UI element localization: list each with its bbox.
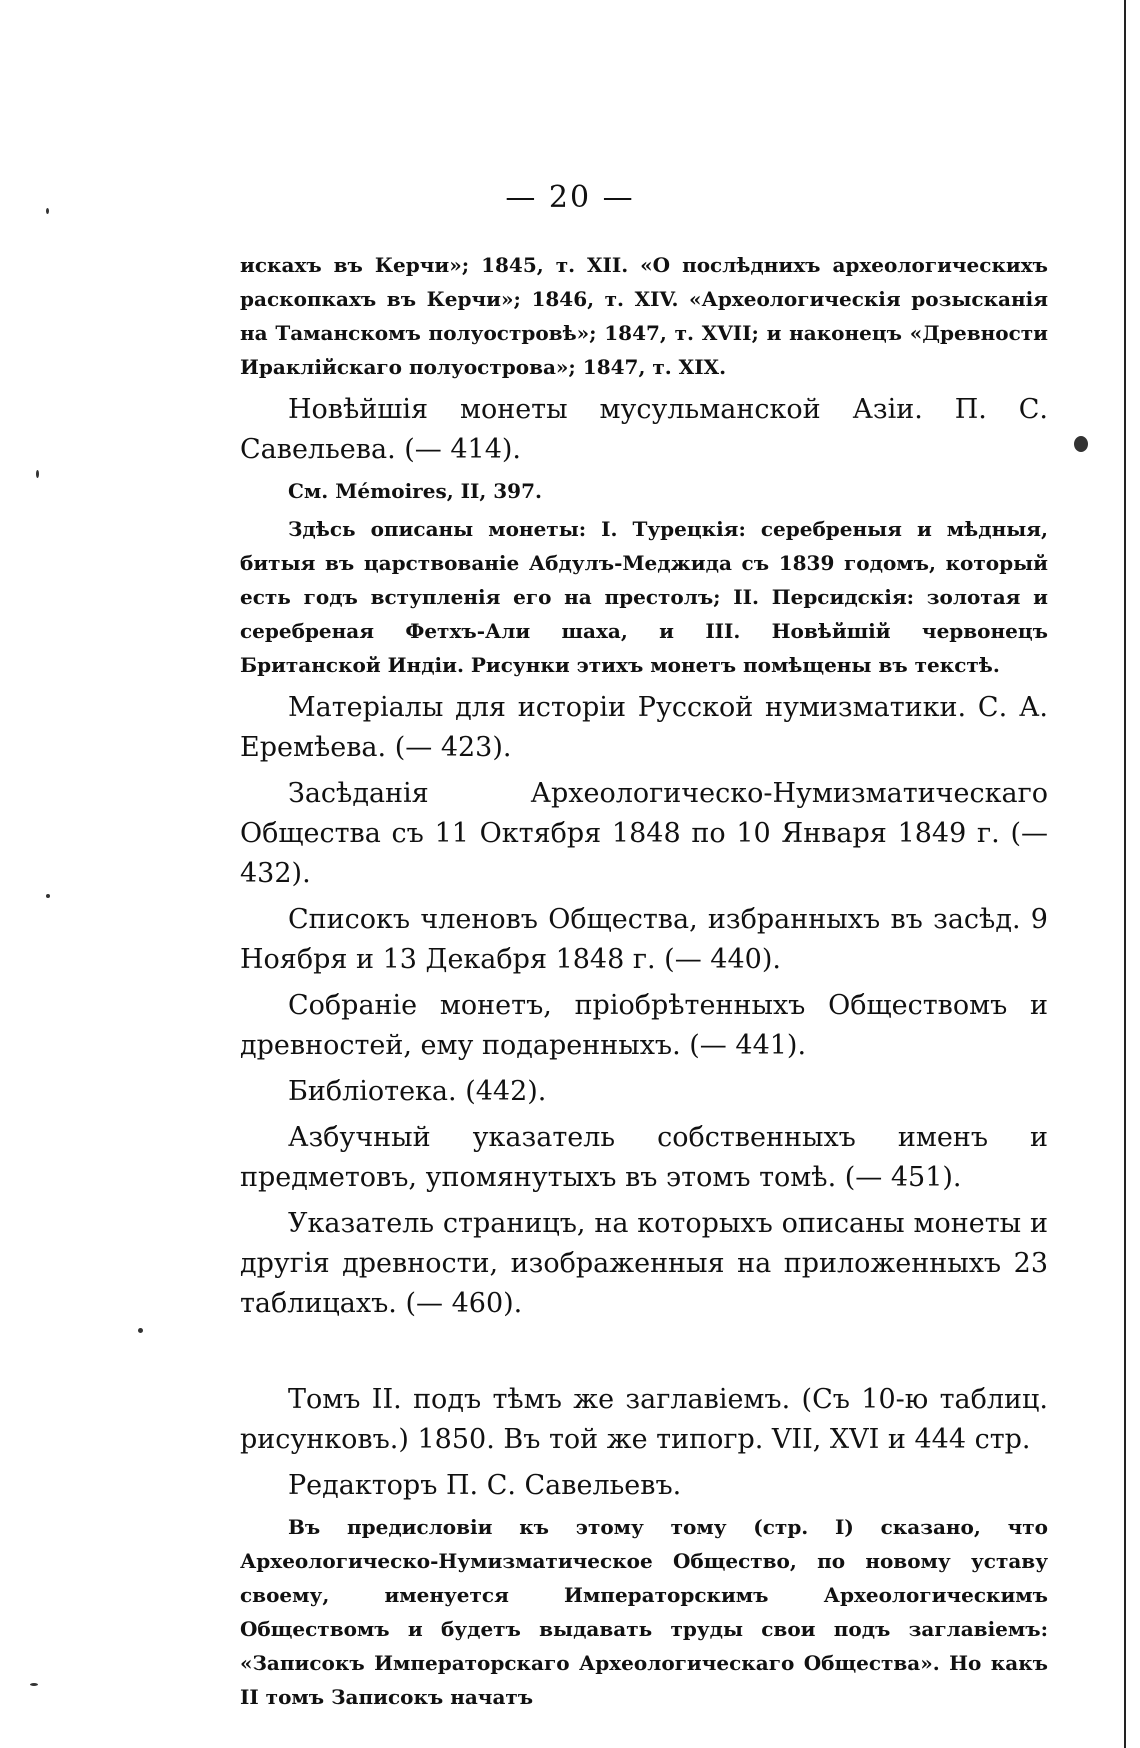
bibliography-entry: Матеріалы для исторіи Русской нумизматики. С. А. Еремѣева. (— 423).	[240, 692, 1048, 763]
annotation-text: См. Mémoires, II, 397.	[288, 479, 542, 503]
section-spacer	[240, 1324, 1048, 1374]
bibliography-entry: Томъ II. подъ тѣмъ же заглавіемъ. (Съ 10-ю таблиц. рисунковъ.) 1850. Въ той же типогр. VII, XVI и 444 стр.	[240, 1384, 1048, 1455]
bibliography-entry: Собраніе монетъ, пріобрѣтенныхъ Обществомъ и древностей, ему подаренныхъ. (— 441).	[240, 990, 1048, 1061]
bibliography-entry: Редакторъ П. С. Савельевъ.	[288, 1470, 682, 1501]
ink-dot	[1074, 436, 1088, 452]
ink-speck	[138, 1328, 143, 1333]
bibliography-entry: Библіотека. (442).	[288, 1076, 547, 1107]
ink-speck	[36, 470, 39, 478]
ink-speck	[46, 894, 50, 898]
bibliography-entry: Засѣданія Археологическо-Нумизматическаго Общества съ 11 Октября 1848 по 10 Января 1849 г. (— 432).	[240, 778, 1048, 889]
page-body	[240, 248, 1048, 1714]
bibliography-entry: Указатель страницъ, на которыхъ описаны монеты и другія древности, изображенныя на приложенныхъ 23 таблицахъ. (— 460).	[240, 1208, 1048, 1319]
bibliography-entry: Новѣйшія монеты мусульманской Азіи. П. С. Савельева. (— 414).	[240, 394, 1048, 465]
annotation-text: искахъ въ Керчи»; 1845, т. XII. «О послѣднихъ археологическихъ раскопкахъ въ Керчи»; 1846, т. XIV. «Археологическія розысканія на Таманскомъ полуостровѣ»; 1847, т. XVII; и наконецъ «Древности Ираклійскаго полуострова»; 1847, т. XIX.	[240, 253, 1048, 379]
bibliography-entry: Списокъ членовъ Общества, избранныхъ въ засѣд. 9 Ноября и 13 Декабря 1848 г. (— 440).	[240, 904, 1048, 975]
ink-speck	[30, 1683, 38, 1686]
annotation-text: Въ предисловіи къ этому тому (стр. I) сказано, что Археологическо-Нумизматическое Общество, по новому уставу своему, именуется Императорскимъ Археологическимъ Обществомъ и будетъ выдавать труды свои подъ заглавіемъ: «Записокъ Императорскаго Археологическаго Общества». Но какъ II томъ Записокъ начатъ	[240, 1515, 1048, 1709]
annotation-text: Здѣсь описаны монеты: I. Турецкія: серебреныя и мѣдныя, битыя въ царствованіе Абдулъ-Меджида съ 1839 годомъ, который есть годъ вступленія его на престолъ; II. Персидскія: золотая и серебреная Фетхъ-Али шаха, и III. Новѣйшій червонецъ Британской Индіи. Рисунки этихъ монетъ помѣщены въ текстѣ.	[240, 517, 1048, 677]
page-number: — 20 —	[505, 180, 635, 215]
bibliography-entry: Азбучный указатель собственныхъ именъ и предметовъ, упомянутыхъ въ этомъ томѣ. (— 451).	[240, 1122, 1048, 1193]
page-edge-line	[1124, 0, 1126, 1748]
